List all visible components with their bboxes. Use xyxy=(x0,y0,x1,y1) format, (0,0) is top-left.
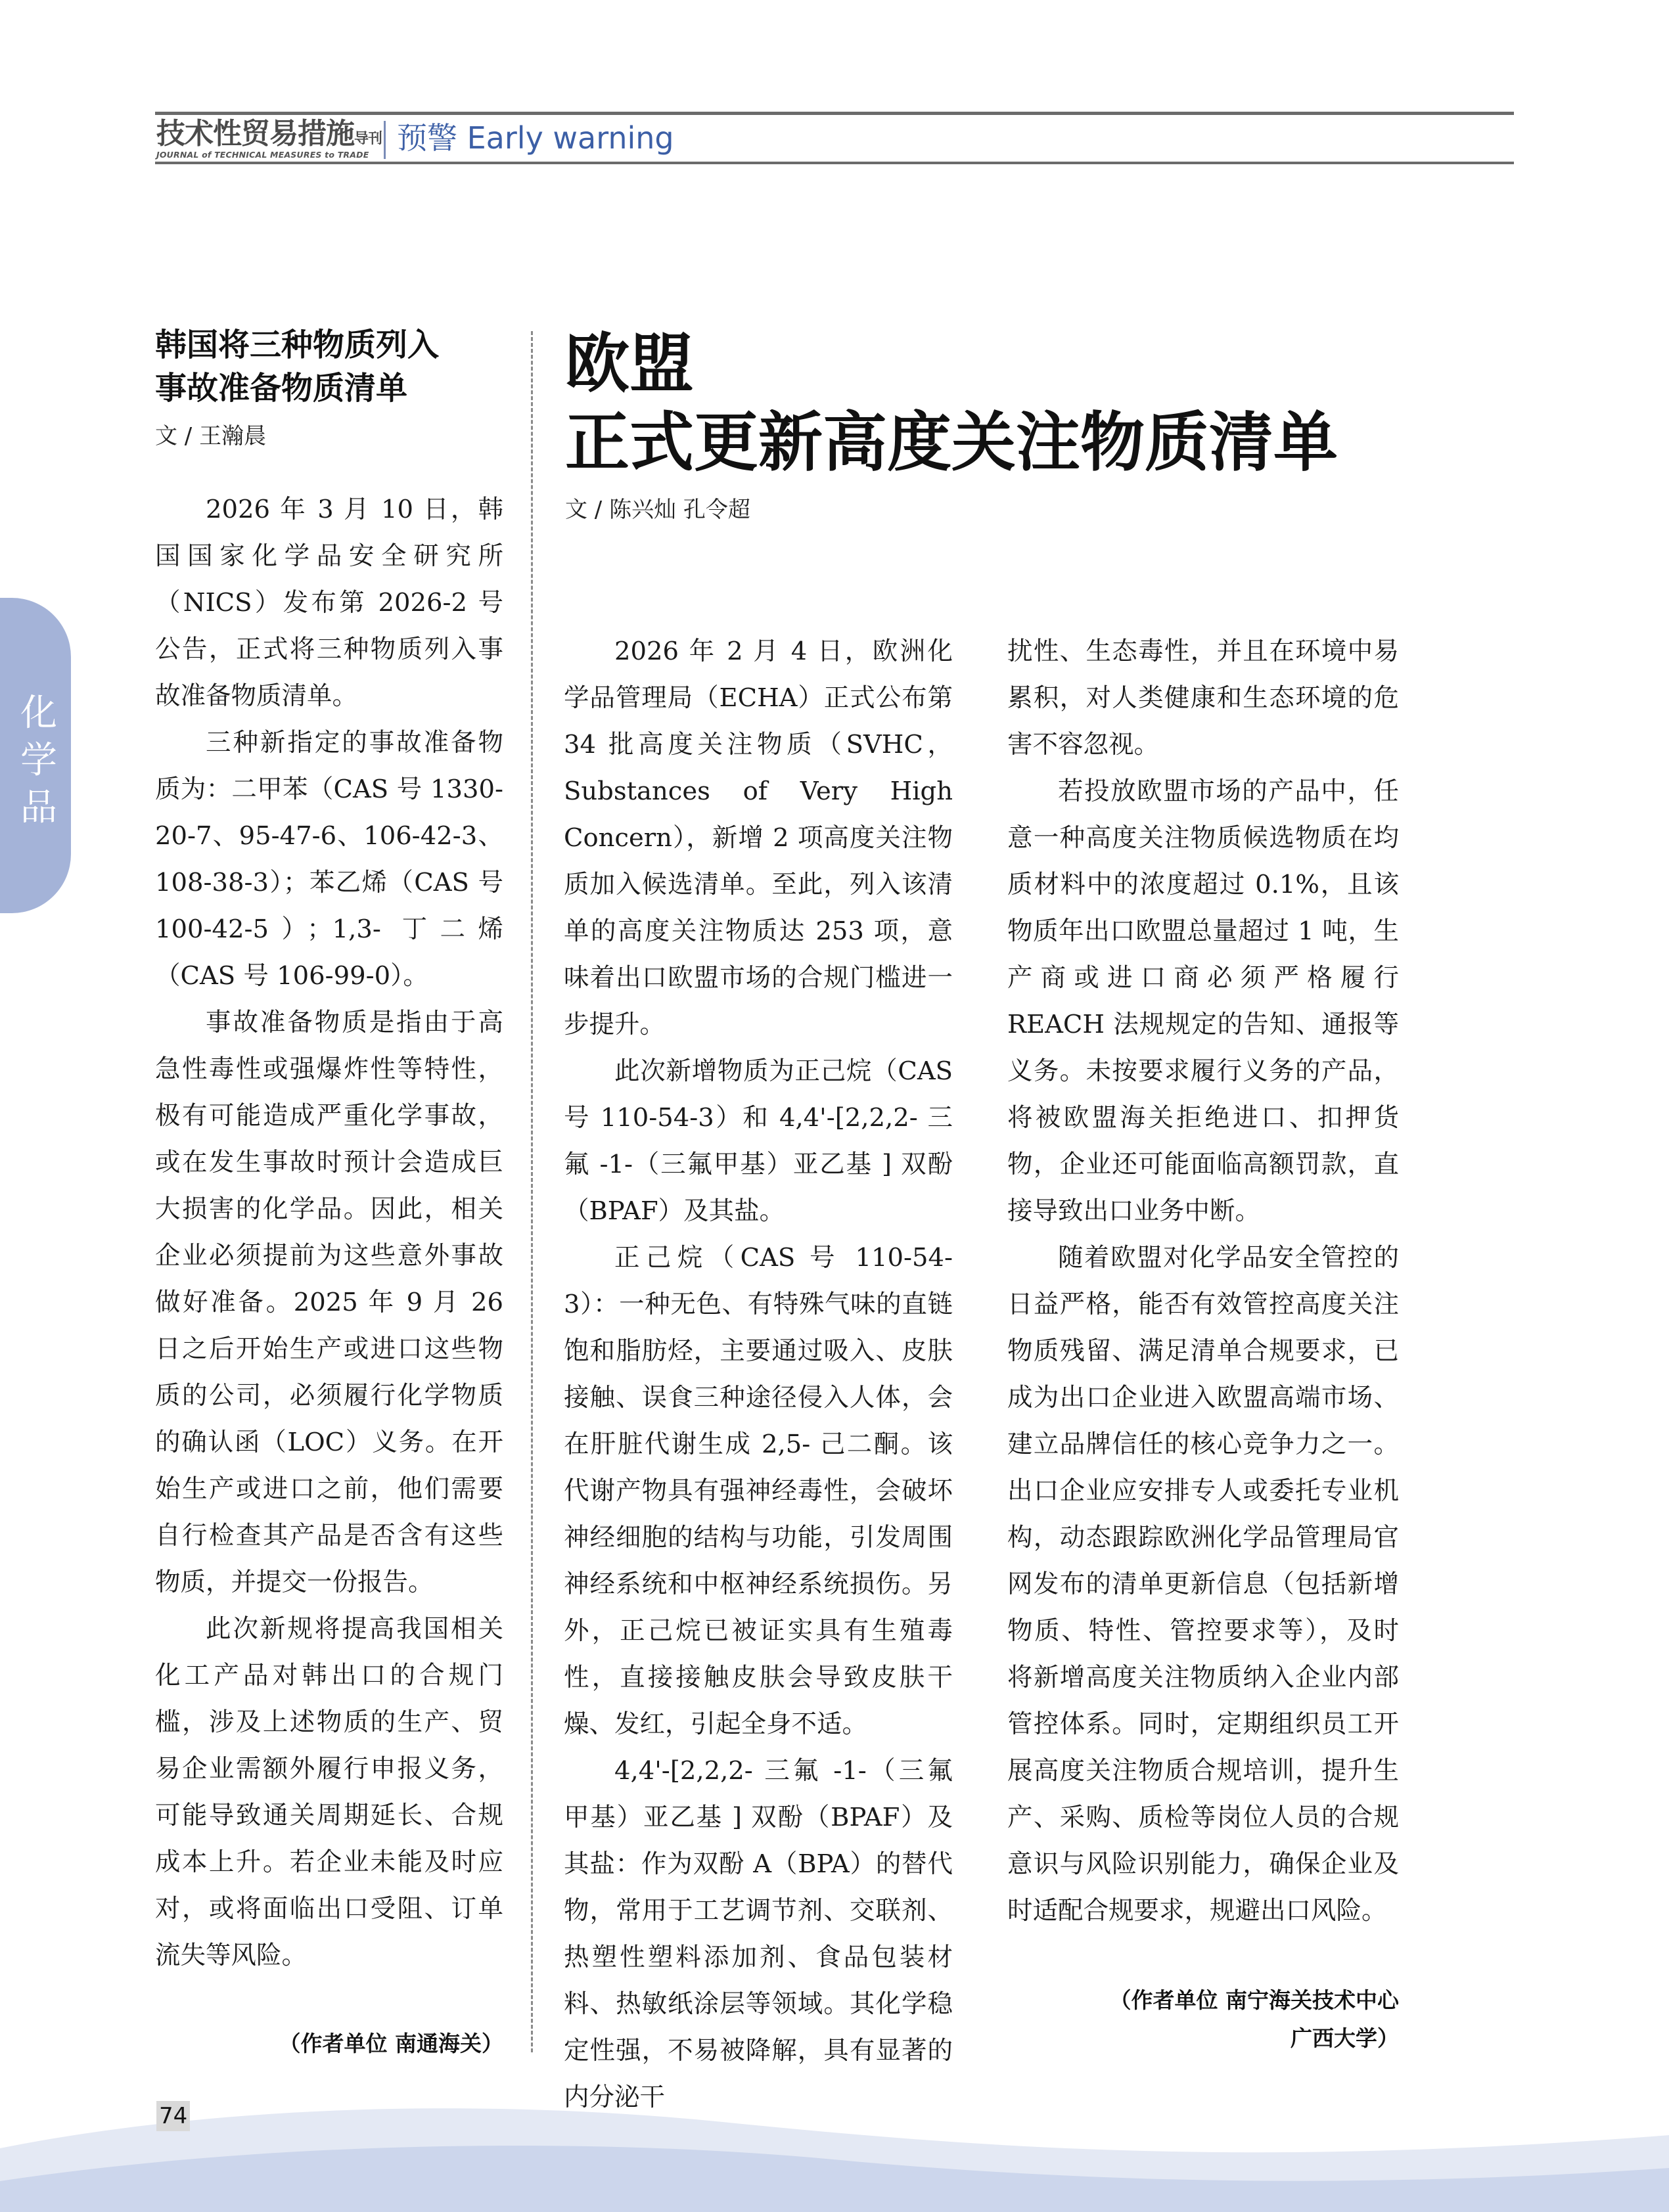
header-rule-bottom xyxy=(155,162,1514,164)
left-article-credit: （作者单位 南通海关） xyxy=(279,2031,503,2056)
category-side-tab-label xyxy=(16,690,62,832)
left-article-body xyxy=(155,486,503,1979)
main-article-column-1 xyxy=(564,628,953,2121)
paragraph: 事故准备物质是指由于高急性毒性或强爆炸性等特性，极有可能造成严重化学事故，或在发生事故时预计会造成巨大损害的化学品。因此，相关企业必须提前为这些意外事故做好准备。2025 年 9 月 26 日之后开始生产或进口这些物质的公司，必须履行化学物质的确认函（LOC）义务。在开始生产或进口之前，他们需要自行检查其产品是否含有这些物质，并提交一份报告。 xyxy=(155,1008,503,1597)
main-article-column-2 xyxy=(1007,628,1399,1934)
paragraph-continued: 扰性、生态毒性，并且在环境中易累积，对人类健康和生态环境的危害不容忽视。 xyxy=(1007,637,1399,759)
page-number: 74 xyxy=(156,2101,190,2131)
left-article-title xyxy=(155,323,497,410)
main-title-line: 欧盟 xyxy=(565,327,695,401)
paragraph: 4,4'-[2,2,2- 三氟 -1-（三氟甲基）亚乙基 ] 双酚（BPAF）及其盐：作为双酚 A（BPA）的替代物，常用于工艺调节剂、交联剂、热塑性塑料添加剂、食品包装材料、热敏纸涂层等领域。其化学稳定性强，不易被降解，具有显著的内分泌干 xyxy=(564,1756,953,2112)
credit-line: （作者单位 南宁海关技术中心 xyxy=(1109,1987,1399,2013)
column-divider xyxy=(531,331,533,2052)
paragraph: 三种新指定的事故准备物质为：二甲苯（CAS 号 1330-20-7、95-47-6、106-42-3、108-38-3）；苯乙烯（CAS 号 100-42-5）；1,3- 丁二烯（CAS 号 106-99-0）。 xyxy=(155,728,503,991)
paragraph: 2026 年 2 月 4 日，欧洲化学品管理局（ECHA）正式公布第 34 批高度关注物质（SVHC，Substances of Very High Concern），新增 2 项高度关注物质加入候选清单。至此，列入该清单的高度关注物质达 253 项，意味着出口欧盟市场的合规门槛进一步提升。 xyxy=(564,637,953,1039)
side-tab-char: 学 xyxy=(20,739,57,782)
header-rule-top xyxy=(155,112,1514,115)
left-title-line: 韩国将三种物质列入 xyxy=(155,327,440,363)
main-title-line: 正式更新高度关注物质清单 xyxy=(565,405,1338,480)
paragraph: 此次新规将提高我国相关化工产品对韩出口的合规门槛，涉及上述物质的生产、贸易企业需额外履行申报义务，可能导致通关周期延长、合规成本上升。若企业未能及时应对，或将面临出口受阻、订单流失等风险。 xyxy=(155,1614,503,1970)
paragraph: 若投放欧盟市场的产品中，任意一种高度关注物质候选物质在均质材料中的浓度超过 0.1%，且该物质年出口欧盟总量超过 1 吨，生产商或进口商必须严格履行 REACH 法规规定的告知、通报等义务。未按要求履行义务的产品，将被欧盟海关拒绝进口、扣押货物，企业还可能面临高额罚款，直接导致出口业务中断。 xyxy=(1007,777,1399,1226)
side-tab-char: 品 xyxy=(20,786,57,829)
left-title-line: 事故准备物质清单 xyxy=(155,370,408,407)
header-separator xyxy=(384,121,386,159)
left-article-byline: 文 / 王瀚晨 xyxy=(155,423,267,449)
paragraph: 此次新增物质为正己烷（CAS 号 110-54-3）和 4,4'-[2,2,2- 三氟 -1-（三氟甲基）亚乙基 ] 双酚（BPAF）及其盐。 xyxy=(564,1056,953,1226)
credit-line: 广西大学） xyxy=(1291,2025,1399,2051)
journal-name-en: JOURNAL of TECHNICAL MEASURES to TRADE xyxy=(156,150,369,160)
main-article-title xyxy=(565,325,1472,482)
paragraph: 正己烷（CAS 号 110-54-3）：一种无色、有特殊气味的直链饱和脂肪烃，主要通过吸入、皮肤接触、误食三种途径侵入人体，会在肝脏代谢生成 2,5- 己二酮。该代谢产物具有强神经毒性，会破坏神经细胞的结构与功能，引发周围神经系统和中枢神经系统损伤。另外，正己烷已被证实具有生殖毒性，直接接触皮肤会导致皮肤干燥、发红，引起全身不适。 xyxy=(564,1243,953,1739)
side-tab-char: 化 xyxy=(20,692,57,734)
main-article-byline: 文 / 陈兴灿 孔令超 xyxy=(565,497,750,523)
journal-name-suffix: 导刊 xyxy=(354,131,382,147)
paragraph: 2026 年 3 月 10 日，韩国国家化学品安全研究所（NICS）发布第 2026-2 号公告，正式将三种物质列入事故准备物质清单。 xyxy=(155,495,503,711)
journal-name-cn: 技术性贸易措施 xyxy=(156,117,354,150)
section-label: 预警 Early warning xyxy=(397,120,674,156)
footer-wave xyxy=(0,2069,1669,2212)
main-article-credit xyxy=(1007,1981,1399,2058)
paragraph: 随着欧盟对化学品安全管控的日益严格，能否有效管控高度关注物质残留、满足清单合规要求，已成为出口企业进入欧盟高端市场、建立品牌信任的核心竞争力之一。出口企业应安排专人或委托专业机构，动态跟踪欧洲化学品管理局官网发布的清单更新信息（包括新增物质、特性、管控要求等），及时将新增高度关注物质纳入企业内部管控体系。同时，定期组织员工开展高度关注物质合规培训，提升生产、采购、质检等岗位人员的合规意识与风险识别能力，确保企业及时适配合规要求，规避出口风险。 xyxy=(1007,1243,1399,1926)
